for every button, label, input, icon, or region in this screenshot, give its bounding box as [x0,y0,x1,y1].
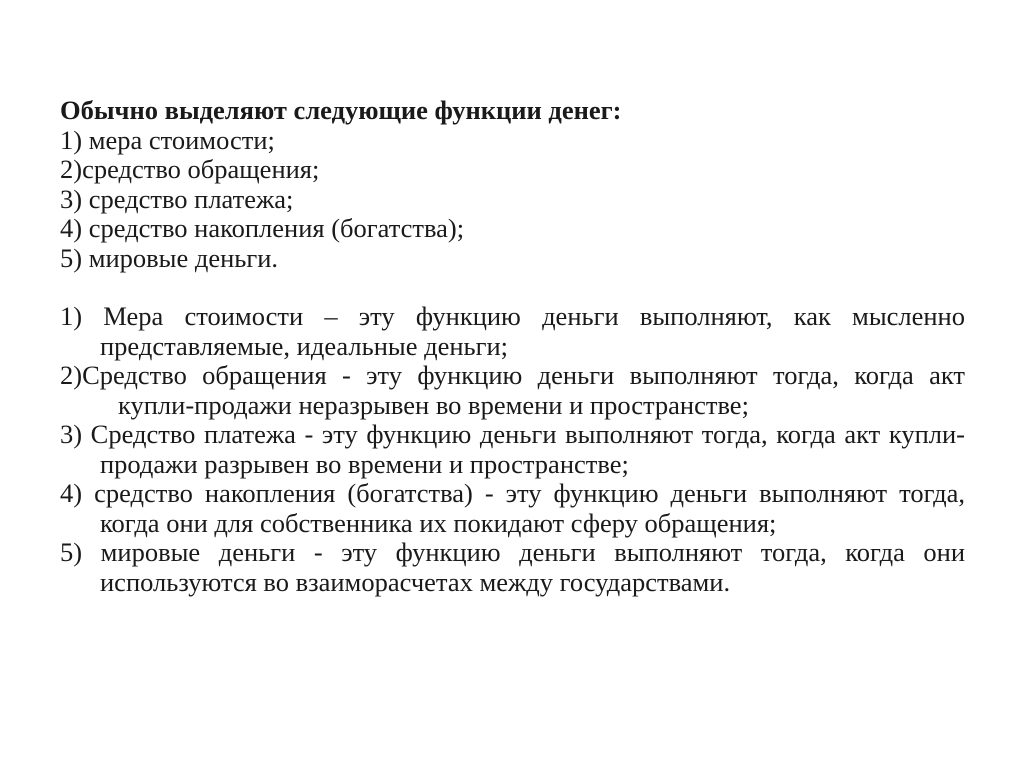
spacer [60,273,965,302]
slide-heading: Обычно выделяют следующие функции денег: [60,95,622,125]
slide-content [60,96,965,597]
description-item-2: 2)Средство обращения - эту функцию деньги выполняют тогда, когда акт купли-продажи неразрывен во времени и пространстве; [60,360,965,420]
function-item-4: 4) средство накопления (богатства); [60,213,465,243]
descriptions-list [60,302,965,597]
functions-list [60,126,965,274]
description-item-3: 3) Средство платежа - эту функцию деньги выполняют тогда, когда акт купли-продажи разрывен во времени и пространстве; [60,419,965,479]
description-item-5: 5) мировые деньги - эту функцию деньги выполняют тогда, когда они используются во взаиморасчетах между государствами. [60,537,965,597]
function-item-5: 5) мировые деньги. [60,242,279,273]
description-item-1: 1) Мера стоимости – эту функцию деньги выполняют, как мысленно представляемые, идеальные деньги; [60,301,965,361]
function-item-1: 1) мера стоимости; [60,124,275,155]
function-item-3: 3) средство платежа; [60,183,294,214]
function-item-2: 2)средство обращения; [60,154,320,184]
description-item-4: 4) средство накопления (богатства) - эту функцию деньги выполняют тогда, когда они для собственника их покидают сферу обращения; [60,478,965,538]
